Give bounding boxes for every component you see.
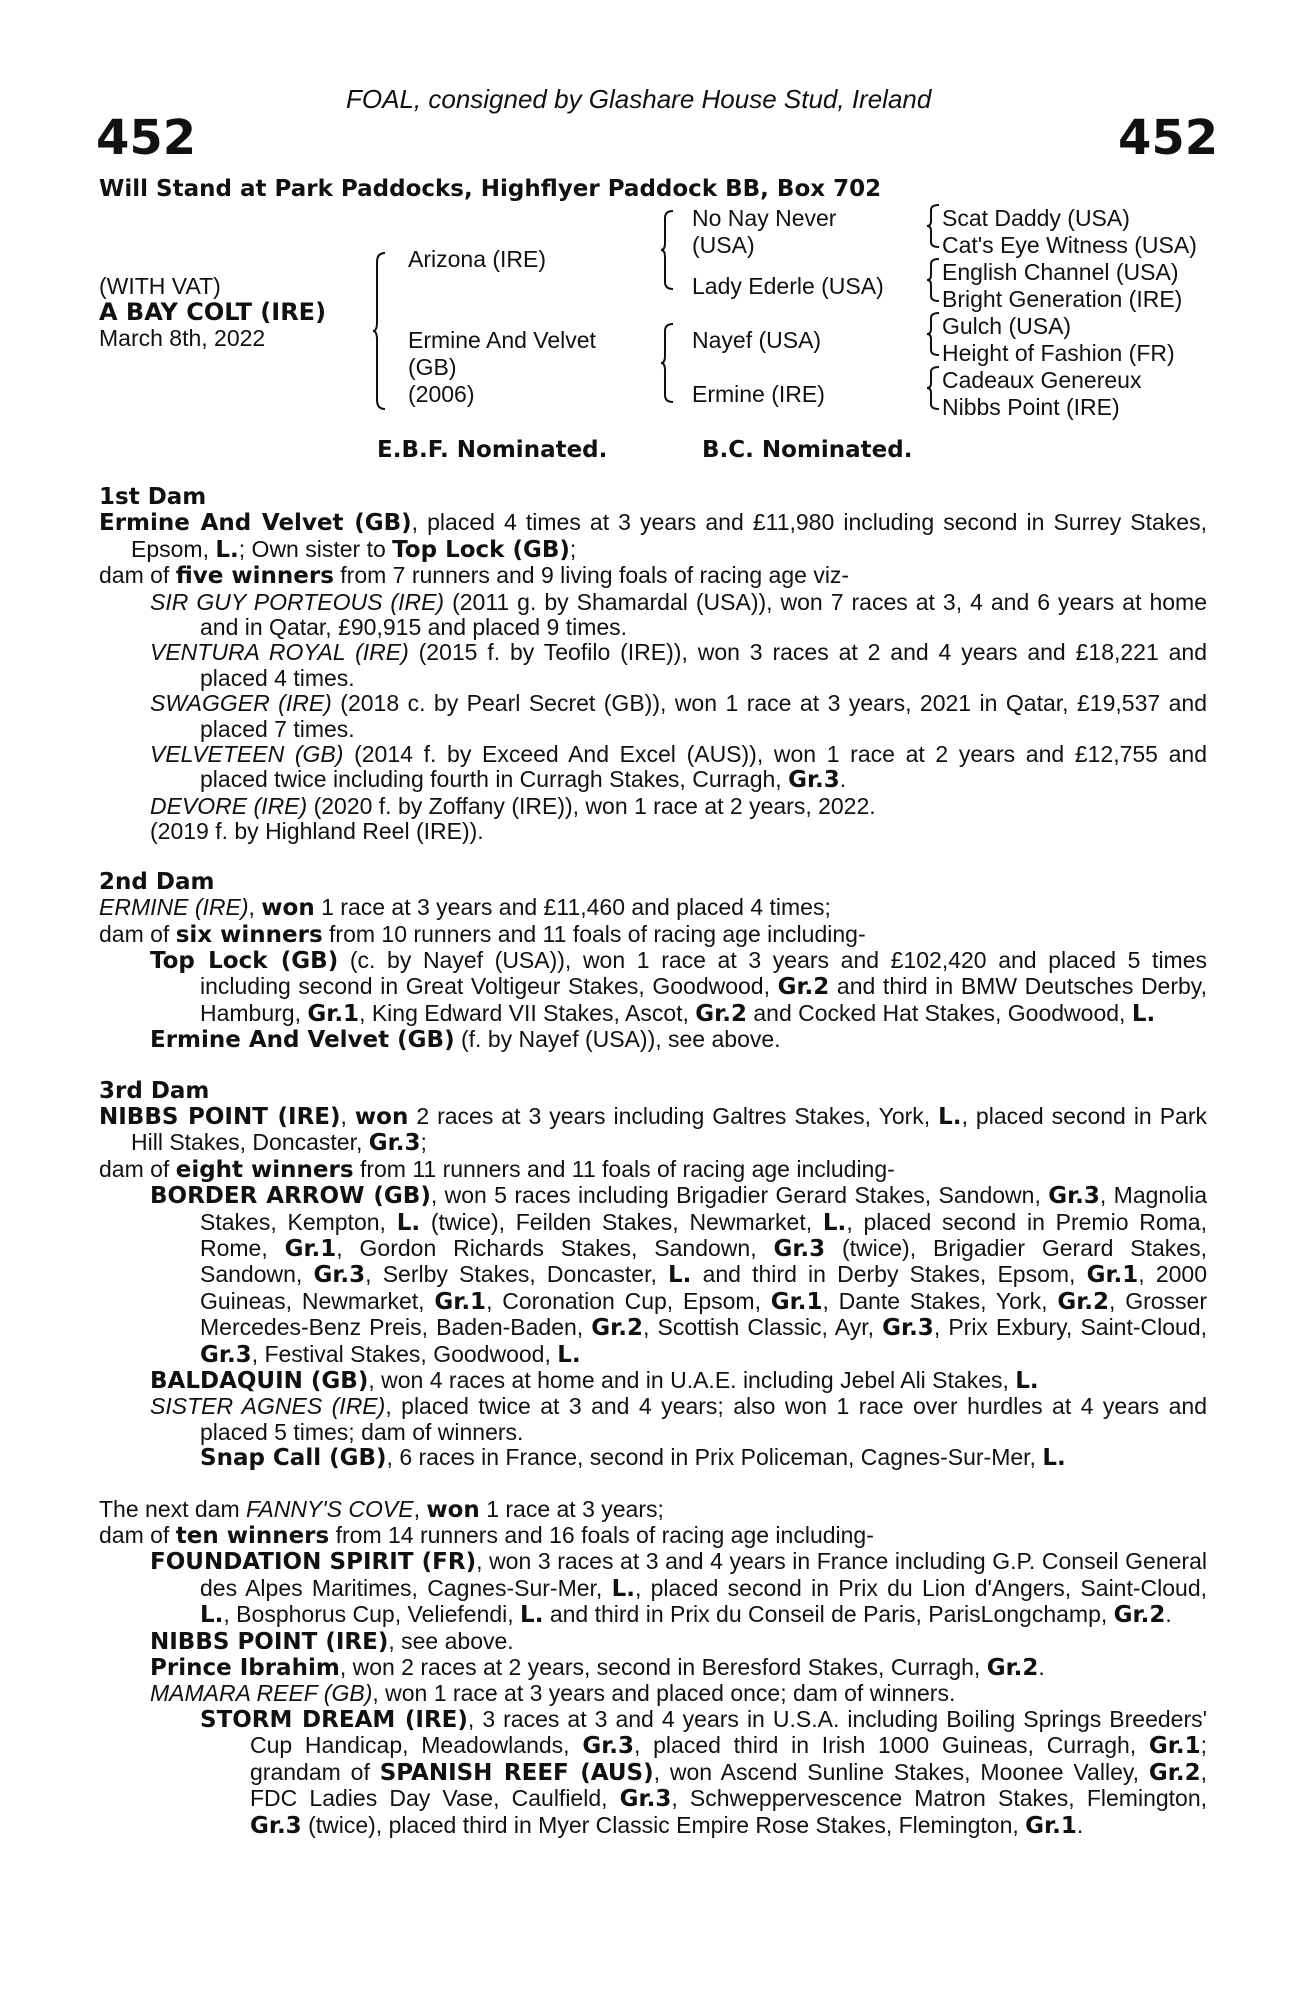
second-dam-record: ERMINE (IRE), won 1 race at 3 years and £11,460 and placed 4 times; [99, 894, 831, 922]
catalogue-body [0, 485, 1314, 1839]
produce-sister-agnes: SISTER AGNES (IRE), placed twice at 3 and 4 years; also won 1 race over hurdles at 4 years and placed 5 times; dam of winners. [150, 1393, 1207, 1445]
produce-velveteen: VELVETEEN (GB) (2014 f. by Exceed And Excel (AUS)), won 1 race at 2 years and £12,755 and placed twice including fourth in Curragh Stakes, Curragh, Gr.3. [150, 741, 1207, 794]
consignor-line: FOAL, consigned by Glashare House Stud, Ireland [346, 84, 932, 114]
first-dam-produce-summary: dam of five winners from 7 runners and 9 living foals of racing age viz- [99, 562, 850, 590]
produce-foundation-spirit: FOUNDATION SPIRIT (FR), won 3 races at 3 and 4 years in France including G.P. Conseil General des Alpes Maritimes, Cagnes-Sur-Mer, L., placed second in Prix du Lion d'Angers, Saint-Cloud, L., Bosphorus Cup, Veliefendi, L. and third in Prix du Conseil de Paris, ParisLongchamp, Gr.2. [150, 1548, 1207, 1629]
pedigree-sire-sire-line2: (USA) [692, 232, 755, 258]
bc-nomination: B.C. Nominated. [702, 437, 913, 463]
ebf-nomination: E.B.F. Nominated. [377, 437, 608, 463]
pedigree-gen3-1: Scat Daddy (USA) [942, 205, 1130, 231]
pedigree-gen3-6: Height of Fashion (FR) [942, 340, 1175, 366]
produce-devore: DEVORE (IRE) (2020 f. by Zoffany (IRE)), won 1 race at 2 years, 2022. [150, 792, 876, 819]
produce-prince-ibrahim: Prince Ibrahim, won 2 races at 2 years, second in Beresford Stakes, Curragh, Gr.2. [150, 1654, 1045, 1682]
third-dam-produce-summary: dam of eight winners from 11 runners and 11 foals of racing age including- [99, 1155, 895, 1183]
pedigree-sire: Arizona (IRE) [408, 246, 547, 272]
third-dam-record: NIBBS POINT (IRE), won 2 races at 3 years including Galtres Stakes, York, L., placed second in Park Hill Stakes, Doncaster, Gr.3; [99, 1102, 1207, 1157]
produce-ventura-royal: VENTURA ROYAL (IRE) (2015 f. by Teofilo (IRE)), won 3 races at 2 and 4 years and £18,221 and placed 4 times. [150, 639, 1207, 691]
pedigree-brace-sd [926, 258, 940, 302]
pedigree-dam-dam: Ermine (IRE) [692, 381, 825, 407]
pedigree-brace-main [372, 252, 386, 410]
pedigree-gen3-5: Gulch (USA) [942, 313, 1072, 339]
horse-name: A BAY COLT (IRE) [99, 298, 327, 326]
pedigree-gen3-3: English Channel (USA) [942, 259, 1179, 285]
produce-top-lock: Top Lock (GB) (c. by Nayef (USA)), won 1 race at 3 years and £102,420 and placed 5 times including second in Great Voltigeur Stakes, Goodwood, Gr.2 and third in BMW Deutsches Derby, Hamburg, Gr.1, King Edward VII Stakes, Ascot, Gr.2 and Cocked Hat Stakes, Goodwood, L. [150, 946, 1208, 1027]
pedigree-sire-sire-line1: No Nay Never [692, 205, 837, 231]
produce-2019-filly: (2019 f. by Highland Reel (IRE)). [150, 818, 484, 845]
produce-baldaquin: BALDAQUIN (GB), won 4 races at home and in U.A.E. including Jebel Ali Stakes, L. [150, 1367, 1039, 1394]
pedigree-dam-sire: Nayef (USA) [692, 327, 822, 353]
first-dam-heading: 1st Dam [99, 484, 207, 510]
lot-number-left: 452 [96, 110, 197, 166]
produce-swagger: SWAGGER (IRE) (2018 c. by Pearl Secret (GB)), won 1 race at 3 years, 2021 in Qatar, £19,537 and placed 7 times. [150, 690, 1207, 742]
pedigree-brace-ds [926, 312, 940, 356]
stabling-location: Will Stand at Park Paddocks, Highflyer Paddock BB, Box 702 [99, 176, 882, 202]
pedigree-brace-dd [926, 366, 940, 410]
third-dam-heading: 3rd Dam [99, 1077, 210, 1104]
produce-ermine-and-velvet: Ermine And Velvet (GB) (f. by Nayef (USA)), see above. [150, 1026, 781, 1054]
date-of-birth: March 8th, 2022 [99, 325, 266, 351]
pedigree-dam-line1: Ermine And Velvet [408, 327, 596, 353]
second-dam-heading: 2nd Dam [99, 868, 215, 895]
produce-snap-call: Snap Call (GB), 6 races in France, second in Prix Policeman, Cagnes-Sur-Mer, L. [200, 1444, 1066, 1472]
produce-sir-guy-porteous: SIR GUY PORTEOUS (IRE) (2011 g. by Shamardal (USA)), won 7 races at 3, 4 and 6 years at home and in Qatar, £90,915 and placed 9 times. [150, 588, 1207, 641]
next-dam-produce-summary: dam of ten winners from 14 runners and 16 foals of racing age including- [99, 1522, 874, 1550]
pedigree-dam-line2: (GB) [408, 354, 457, 380]
produce-border-arrow: BORDER ARROW (GB), won 5 races including Brigadier Gerard Stakes, Sandown, Gr.3, Magnolia Stakes, Kempton, L. (twice), Feilden Stakes, Newmarket, L., placed second in Premio Roma, Rome, Gr.1, Gordon Richards Stakes, Sandown, Gr.3 (twice), Brigadier Gerard Stakes, Sandown, Gr.3, Serlby Stakes, Doncaster, L. and third in Derby Stakes, Epsom, Gr.1, 2000 Guineas, Newmarket, Gr.1, Coronation Cup, Epsom, Gr.1, Dante Stakes, York, Gr.2, Grosser Mercedes-Benz Preis, Baden-Baden, Gr.2, Scottish Classic, Ayr, Gr.3, Prix Exbury, Saint-Cloud, Gr.3, Festival Stakes, Goodwood, L. [150, 1182, 1208, 1368]
vat-note: (WITH VAT) [99, 273, 221, 299]
pedigree-gen3-4: Bright Generation (IRE) [942, 286, 1183, 312]
lot-number-right: 452 [1118, 110, 1219, 166]
first-dam-name: Ermine And Velvet (GB) [99, 510, 412, 537]
pedigree-brace-sire [660, 210, 674, 290]
pedigree-gen3-8: Nibbs Point (IRE) [942, 394, 1120, 420]
pedigree-gen3-7: Cadeaux Genereux [942, 367, 1142, 393]
pedigree-brace-ss [926, 204, 940, 248]
pedigree-brace-dam [660, 323, 674, 403]
produce-storm-dream: STORM DREAM (IRE), 3 races at 3 and 4 years in U.S.A. including Boiling Springs Breeders' Cup Handicap, Meadowlands, Gr.3, placed third in Irish 1000 Guineas, Curragh, Gr.1; grandam of SPANISH REEF (AUS), won Ascend Sunline Stakes, Moonee Valley, Gr.2, FDC Ladies Day Vase, Caulfield, Gr.3, Schweppervescence Matron Stakes, Flemington, Gr.3 (twice), placed third in Myer Classic Empire Rose Stakes, Flemington, Gr.1. [200, 1705, 1208, 1839]
pedigree-dam-line3: (2006) [408, 381, 475, 407]
second-dam-produce-summary: dam of six winners from 10 runners and 11 foals of racing age including- [99, 920, 866, 948]
pedigree-gen3-2: Cat's Eye Witness (USA) [942, 232, 1197, 258]
produce-mamara-reef: MAMARA REEF (GB), won 1 race at 3 years and placed once; dam of winners. [150, 1680, 956, 1707]
first-dam-record: Ermine And Velvet (GB), placed 4 times at 3 years and £11,980 including second in Surrey Stakes, Epsom, L.; Own sister to Top Lock (GB); [99, 509, 1207, 563]
next-dam-record: The next dam FANNY'S COVE, won 1 race at 3 years; [99, 1495, 664, 1523]
produce-nibbs-point: NIBBS POINT (IRE), see above. [150, 1627, 514, 1655]
pedigree-sire-dam: Lady Ederle (USA) [692, 273, 884, 299]
